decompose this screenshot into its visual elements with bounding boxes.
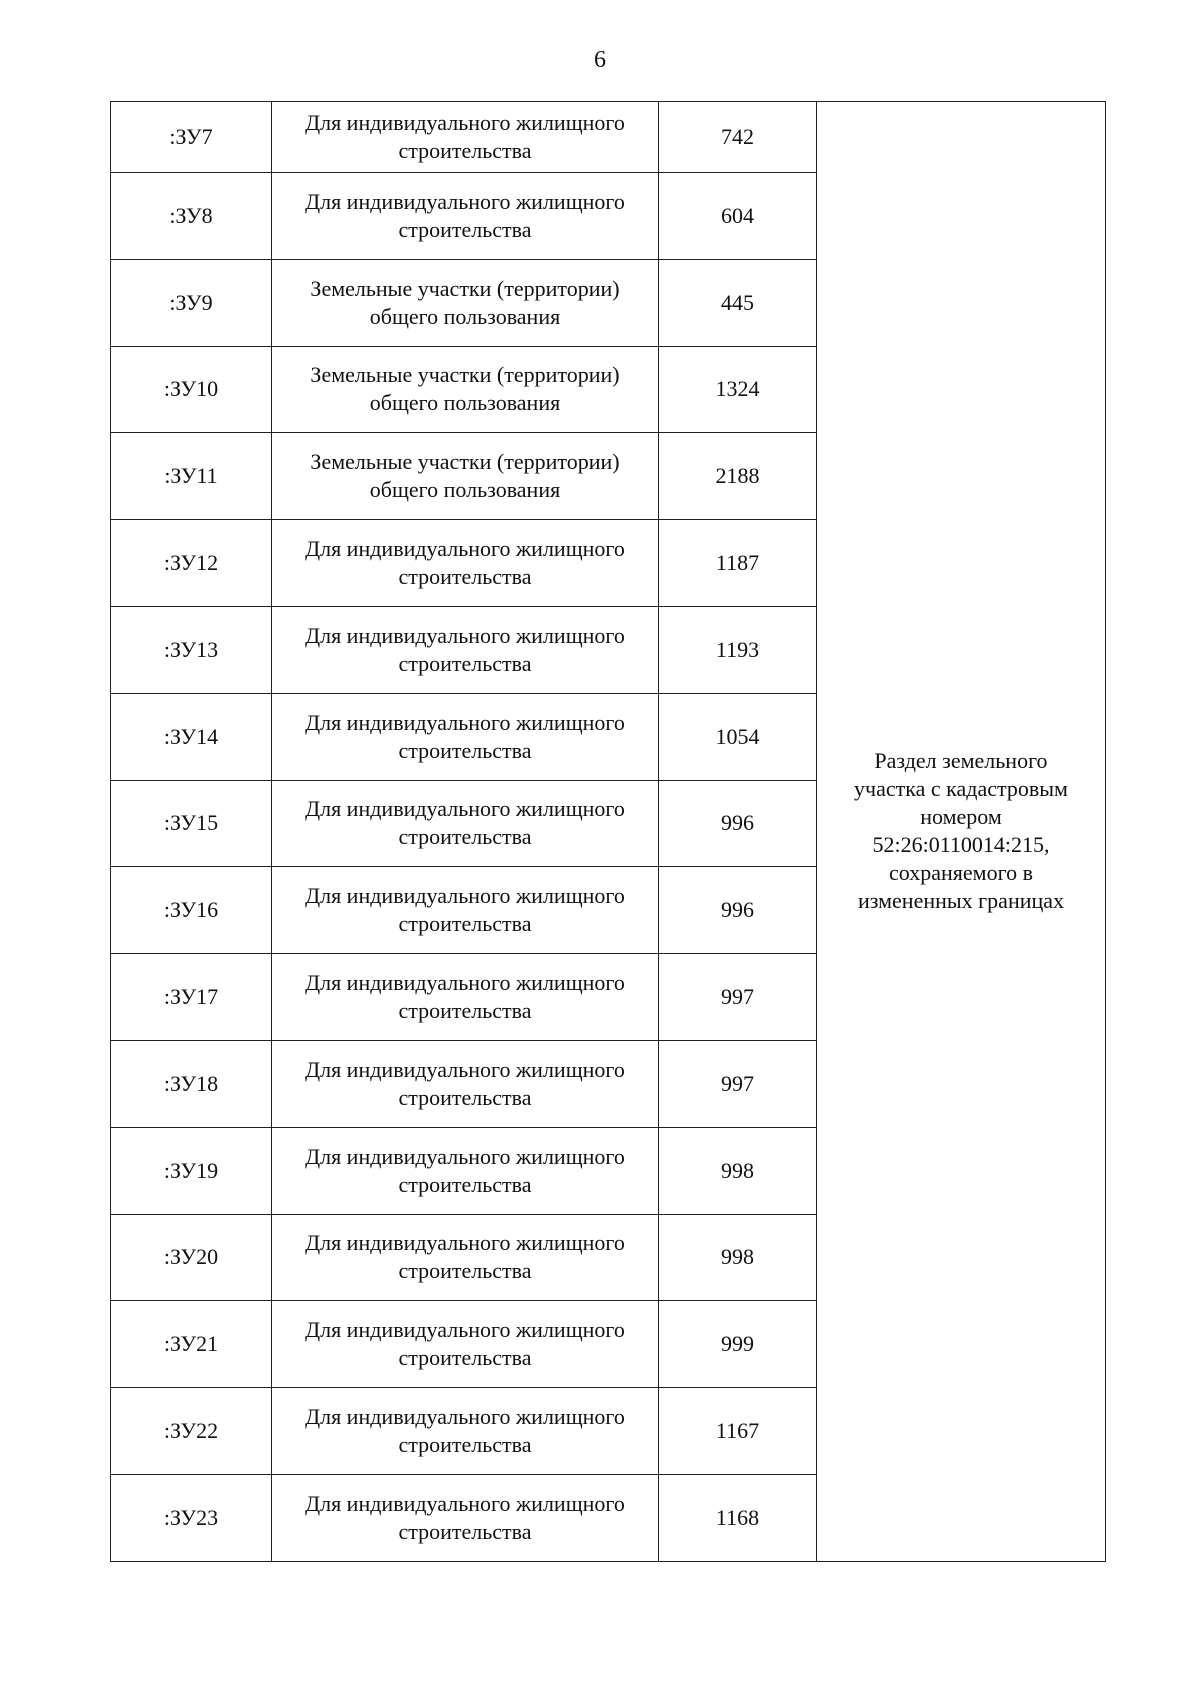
permitted-use-cell <box>272 780 659 867</box>
area-cell: 1168 <box>659 1474 817 1561</box>
area-cell: 1187 <box>659 520 817 607</box>
table-row <box>111 102 1106 173</box>
area-cell: 998 <box>659 1127 817 1214</box>
permitted-use-cell <box>272 606 659 693</box>
permitted-use-text: Для индивидуального жилищного <box>305 883 625 909</box>
permitted-use-text: строительства <box>398 1518 532 1544</box>
permitted-use-text: строительства <box>398 1258 532 1284</box>
area-cell: 2188 <box>659 433 817 520</box>
permitted-use-cell <box>272 173 659 260</box>
land-plots-table <box>110 101 1106 1562</box>
area-cell: 997 <box>659 954 817 1041</box>
permitted-use-text: Земельные участки (территории) <box>310 275 620 301</box>
permitted-use-text: Для индивидуального жилищного <box>305 1143 625 1169</box>
permitted-use-text: Для индивидуального жилищного <box>305 110 625 135</box>
plot-id-cell: :ЗУ12 <box>111 520 272 607</box>
permitted-use-cell <box>272 1301 659 1388</box>
area-cell: 1193 <box>659 606 817 693</box>
permitted-use-text: строительства <box>398 1171 532 1197</box>
plot-id-cell: :ЗУ14 <box>111 693 272 780</box>
land-plots-table-body <box>111 102 1106 1562</box>
formation-method-note-line: Раздел земельного <box>874 748 1048 774</box>
plot-id-cell: :ЗУ13 <box>111 606 272 693</box>
area-cell: 604 <box>659 173 817 260</box>
formation-method-note-line: 52:26:0110014:215, <box>872 832 1050 858</box>
plot-id-cell: :ЗУ8 <box>111 173 272 260</box>
permitted-use-cell <box>272 433 659 520</box>
permitted-use-text: Для индивидуального жилищного <box>305 188 625 214</box>
plot-id-cell: :ЗУ21 <box>111 1301 272 1388</box>
permitted-use-cell <box>272 1474 659 1561</box>
plot-id-cell: :ЗУ23 <box>111 1474 272 1561</box>
area-cell: 742 <box>659 102 817 173</box>
area-cell: 996 <box>659 780 817 867</box>
permitted-use-text: строительства <box>398 1345 532 1371</box>
permitted-use-cell <box>272 259 659 346</box>
permitted-use-cell <box>272 1388 659 1475</box>
permitted-use-text: Для индивидуального жилищного <box>305 622 625 648</box>
area-cell: 445 <box>659 259 817 346</box>
permitted-use-cell <box>272 102 659 173</box>
permitted-use-text: общего пользования <box>369 390 561 416</box>
permitted-use-cell <box>272 693 659 780</box>
permitted-use-text: Для индивидуального жилищного <box>305 1490 625 1516</box>
plot-id-cell: :ЗУ9 <box>111 259 272 346</box>
area-cell: 996 <box>659 867 817 954</box>
area-cell: 1167 <box>659 1388 817 1475</box>
permitted-use-text: Для индивидуального жилищного <box>305 1056 625 1082</box>
permitted-use-cell <box>272 346 659 433</box>
permitted-use-text: строительства <box>398 650 532 676</box>
area-cell: 1054 <box>659 693 817 780</box>
permitted-use-text: Для индивидуального жилищного <box>305 796 625 822</box>
permitted-use-text: Для индивидуального жилищного <box>305 1404 625 1430</box>
permitted-use-cell <box>272 1127 659 1214</box>
formation-method-note-line: измененных границах <box>857 888 1065 914</box>
permitted-use-text: Земельные участки (территории) <box>310 362 620 388</box>
permitted-use-text: строительства <box>398 216 532 242</box>
permitted-use-cell <box>272 520 659 607</box>
permitted-use-cell <box>272 1214 659 1301</box>
formation-method-note-line: сохраняемого в <box>889 860 1033 886</box>
permitted-use-text: строительства <box>398 1084 532 1110</box>
permitted-use-cell <box>272 1040 659 1127</box>
plot-id-cell: :ЗУ19 <box>111 1127 272 1214</box>
permitted-use-cell <box>272 867 659 954</box>
permitted-use-text: строительства <box>398 911 532 937</box>
permitted-use-text: общего пользования <box>369 303 561 329</box>
page-number: 6 <box>594 47 606 73</box>
plot-id-cell: :ЗУ16 <box>111 867 272 954</box>
permitted-use-text: общего пользования <box>369 477 561 503</box>
plot-id-cell: :ЗУ22 <box>111 1388 272 1475</box>
plot-id-cell: :ЗУ11 <box>111 433 272 520</box>
formation-method-note-cell <box>817 102 1106 1562</box>
plot-id-cell: :ЗУ10 <box>111 346 272 433</box>
area-cell: 997 <box>659 1040 817 1127</box>
formation-method-note-line: номером <box>920 804 1002 830</box>
plot-id-cell: :ЗУ7 <box>111 102 272 173</box>
formation-method-note-line: участка с кадастровым <box>854 776 1068 802</box>
permitted-use-text: Для индивидуального жилищного <box>305 1230 625 1256</box>
permitted-use-text: строительства <box>398 564 532 590</box>
permitted-use-cell <box>272 954 659 1041</box>
permitted-use-text: строительства <box>398 824 532 850</box>
permitted-use-text: строительства <box>398 1432 532 1458</box>
plot-id-cell: :ЗУ17 <box>111 954 272 1041</box>
permitted-use-text: строительства <box>398 998 532 1024</box>
permitted-use-text: строительства <box>398 138 532 163</box>
plot-id-cell: :ЗУ18 <box>111 1040 272 1127</box>
permitted-use-text: Для индивидуального жилищного <box>305 536 625 562</box>
permitted-use-text: Для индивидуального жилищного <box>305 1317 625 1343</box>
plot-id-cell: :ЗУ15 <box>111 780 272 867</box>
permitted-use-text: Для индивидуального жилищного <box>305 970 625 996</box>
permitted-use-text: Земельные участки (территории) <box>310 449 620 475</box>
area-cell: 1324 <box>659 346 817 433</box>
permitted-use-text: Для индивидуального жилищного <box>305 709 625 735</box>
area-cell: 998 <box>659 1214 817 1301</box>
area-cell: 999 <box>659 1301 817 1388</box>
permitted-use-text: строительства <box>398 737 532 763</box>
plot-id-cell: :ЗУ20 <box>111 1214 272 1301</box>
